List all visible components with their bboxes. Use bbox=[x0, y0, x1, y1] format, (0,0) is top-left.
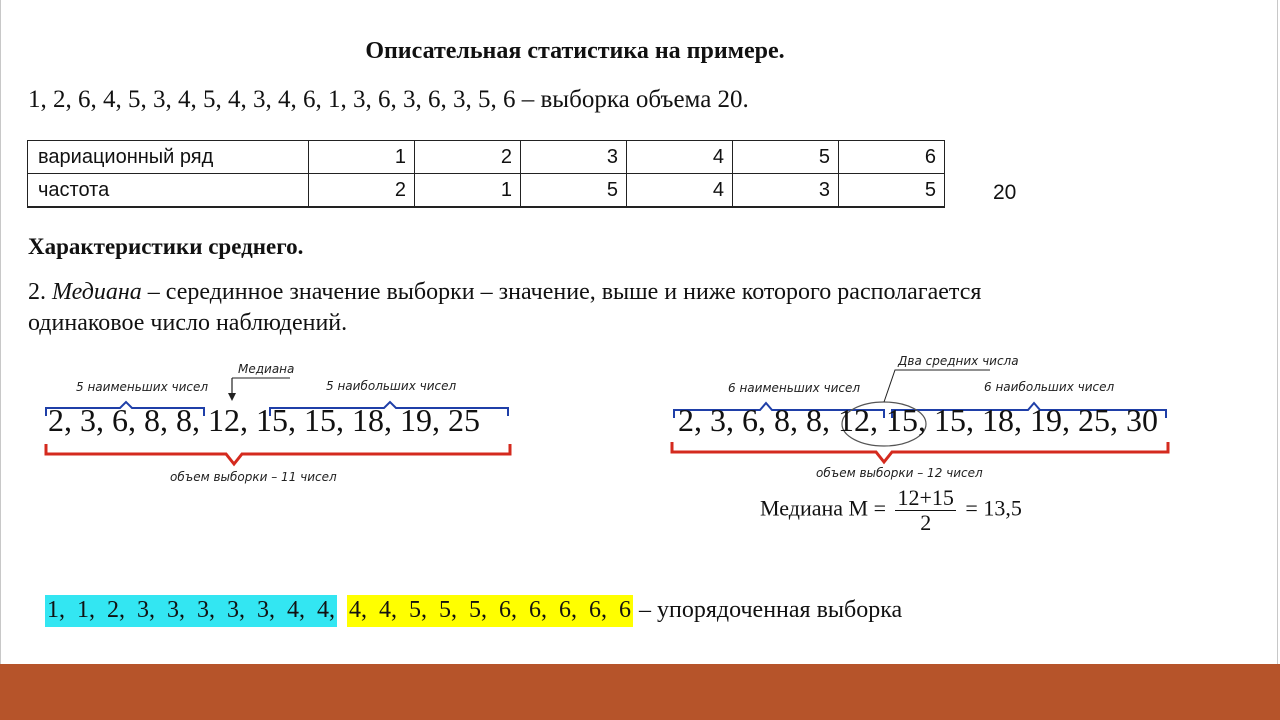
formula-prefix: Медиана M = bbox=[760, 495, 886, 521]
table-cell: 1 bbox=[309, 141, 415, 174]
definition-term: Медиана bbox=[52, 279, 142, 305]
section-heading: Характеристики среднего. bbox=[28, 234, 304, 259]
definition-number: 2. bbox=[28, 279, 46, 305]
brace-size-even bbox=[672, 442, 1168, 462]
table-cell: 5 bbox=[839, 174, 945, 208]
ordered-sample bbox=[45, 597, 902, 624]
row-label: частота bbox=[28, 174, 309, 208]
numbers-even: 2, 3, 6, 8, 8, 12, 15, 15, 18, 19, 25, 30 bbox=[678, 402, 1158, 438]
formula-denominator: 2 bbox=[920, 510, 932, 535]
definition-text-continued: одинаковое число наблюдений. bbox=[28, 310, 348, 336]
slide-title: Описательная статистика на примере. bbox=[365, 38, 785, 64]
table-cell: 1 bbox=[415, 174, 521, 208]
formula-numerator: 12+15 bbox=[897, 485, 954, 510]
table-cell: 4 bbox=[627, 174, 733, 208]
numbers-odd: 2, 3, 6, 8, 8, 12, 15, 15, 18, 19, 25 bbox=[48, 402, 480, 438]
ordered-first-half: 1, 1, 2, 3, 3, 3, 3, 3, 4, 4, bbox=[45, 595, 337, 627]
table-cell: 2 bbox=[415, 141, 521, 174]
table-cell: 3 bbox=[521, 141, 627, 174]
label-size-odd: объем выборки – 11 чисел bbox=[170, 470, 337, 484]
label-smallest-odd: 5 наименьших чисел bbox=[76, 380, 209, 394]
label-smallest-even: 6 наименьших чисел bbox=[728, 381, 861, 395]
table-cell: 3 bbox=[733, 174, 839, 208]
table-cell: 2 bbox=[309, 174, 415, 208]
formula-fraction bbox=[895, 486, 955, 535]
label-two-middle: Два средних числа bbox=[898, 354, 1019, 368]
table-cell: 5 bbox=[733, 141, 839, 174]
label-largest-odd: 5 наибольших чисел bbox=[326, 379, 457, 393]
ordered-second-half: 4, 4, 5, 5, 5, 6, 6, 6, 6, 6 bbox=[347, 595, 633, 627]
table-cell: 4 bbox=[627, 141, 733, 174]
median-formula bbox=[760, 486, 1022, 535]
frequency-total: 20 bbox=[993, 181, 1017, 204]
median-arrow-head bbox=[228, 393, 236, 401]
label-size-even: объем выборки – 12 чисел bbox=[816, 466, 983, 480]
sample-line: 1, 2, 6, 4, 5, 3, 4, 5, 4, 3, 4, 6, 1, 3, 6, 3, 6, 3, 5, 6 – выборка объема 20. bbox=[28, 86, 749, 113]
formula-result: = 13,5 bbox=[965, 495, 1022, 521]
table-cell: 6 bbox=[839, 141, 945, 174]
label-largest-even: 6 наибольших чисел bbox=[984, 380, 1115, 394]
two-middle-pointer bbox=[884, 370, 990, 402]
label-median: Медиана bbox=[238, 362, 295, 376]
brace-size-odd bbox=[46, 444, 510, 464]
table-cell: 5 bbox=[521, 174, 627, 208]
footer-band bbox=[0, 664, 1280, 720]
row-label: вариационный ряд bbox=[28, 141, 309, 174]
ordered-suffix: – упорядоченная выборка bbox=[633, 597, 903, 623]
definition-text: – серединное значение выборки – значение, выше и ниже которого располагается bbox=[141, 279, 982, 305]
